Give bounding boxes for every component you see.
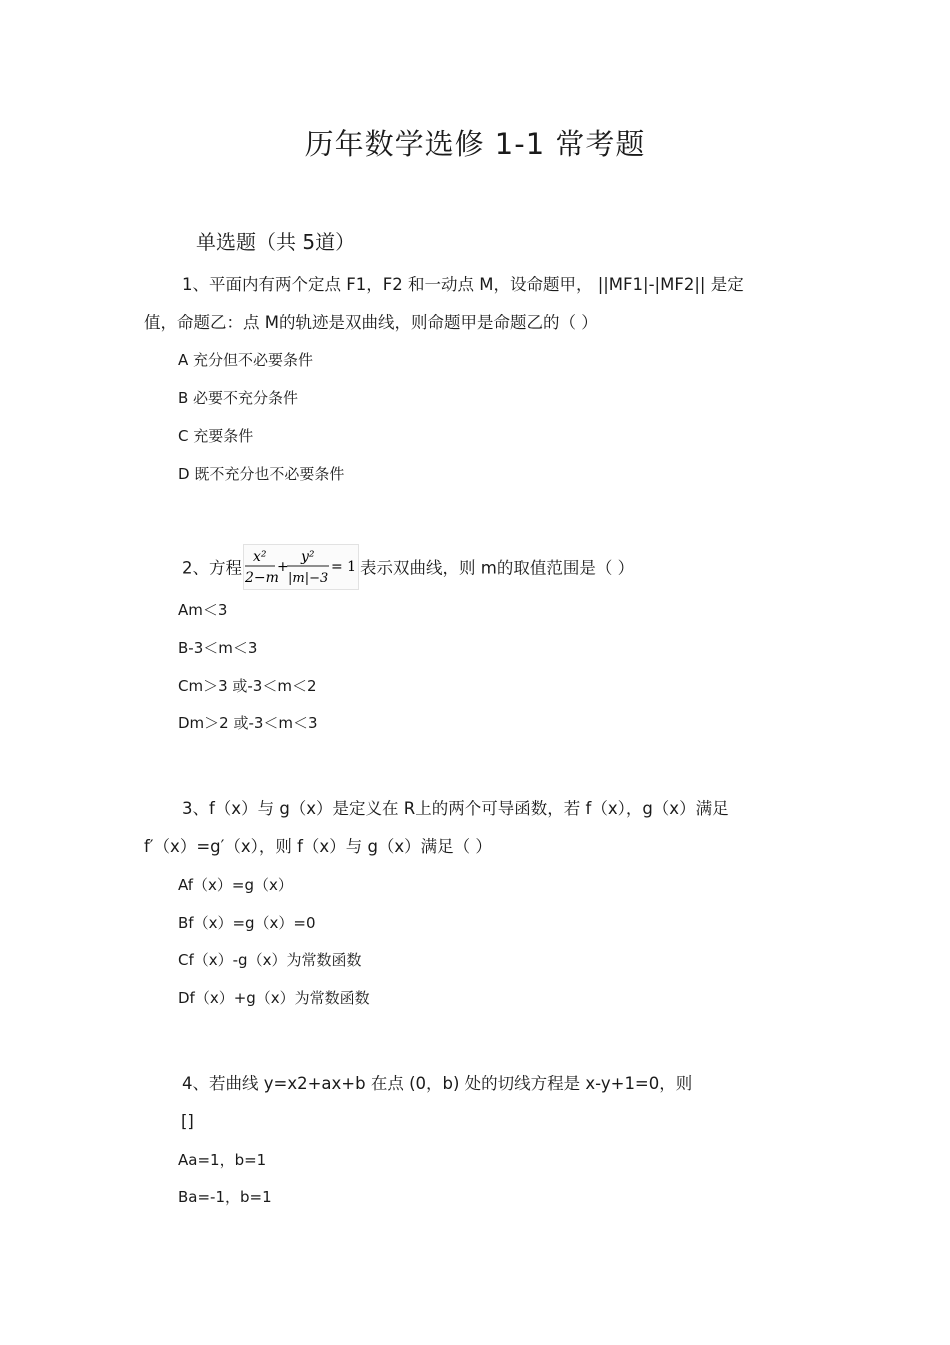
hyperbola-equation-formula	[243, 544, 359, 590]
question-3-option-a: Af（x）=g（x）	[178, 876, 293, 894]
question-3-stem-line-1: 3、f（x）与 g（x）是定义在 R上的两个可导函数，若 f（x），g（x）满足	[182, 799, 729, 818]
formula-term1-numerator: x²	[253, 549, 267, 565]
question-1-stem-line-1: 1、平面内有两个定点 F1，F2 和一动点 M，设命题甲， ||MF1|-|MF2|| 是定	[182, 275, 744, 294]
question-2-option-a: Am＜3	[178, 601, 228, 619]
question-2-suffix: 表示双曲线，则 m的取值范围是（ ）	[360, 558, 635, 578]
question-2-option-c: Cm＞3 或-3＜m＜2	[178, 677, 317, 695]
question-3-option-c: Cf（x）-g（x）为常数函数	[178, 951, 362, 969]
question-4-stem-line-1: 4、若曲线 y=x2+ax+b 在点 (0，b) 处的切线方程是 x-y+1=0，则	[182, 1074, 693, 1093]
formula-plus: +	[277, 559, 289, 575]
question-4-answer-bracket: []	[181, 1112, 194, 1131]
question-2-option-d: Dm＞2 或-3＜m＜3	[178, 714, 318, 732]
formula-term2-numerator: y²	[301, 549, 315, 565]
question-3-stem-line-2: f′（x）=g′（x），则 f（x）与 g（x）满足（ ）	[144, 837, 492, 856]
section-heading: 单选题（共 5道）	[196, 230, 356, 254]
question-1-option-a: A 充分但不必要条件	[178, 351, 314, 369]
question-2-stem	[182, 546, 634, 592]
question-4-option-a: Aa=1，b=1	[178, 1151, 267, 1169]
question-1-stem-line-2: 值，命题乙：点 M的轨迹是双曲线，则命题甲是命题乙的（ ）	[144, 313, 598, 332]
formula-rhs: = 1	[331, 559, 357, 575]
question-3-option-d: Df（x）+g（x）为常数函数	[178, 989, 370, 1007]
question-1-option-c: C 充要条件	[178, 427, 254, 445]
question-3-option-b: Bf（x）=g（x）=0	[178, 914, 316, 932]
question-1-option-d: D 既不充分也不必要条件	[178, 465, 345, 483]
formula-term1-denominator: 2−m	[245, 570, 279, 586]
document-title: 历年数学选修 1-1 常考题	[304, 127, 646, 161]
question-2-option-b: B-3＜m＜3	[178, 639, 258, 657]
question-4-option-b: Ba=-1，b=1	[178, 1188, 272, 1206]
formula-term2-denominator: |m|−3	[288, 571, 329, 586]
question-2-prefix: 2、方程	[182, 558, 242, 578]
question-1-option-b: B 必要不充分条件	[178, 389, 299, 407]
